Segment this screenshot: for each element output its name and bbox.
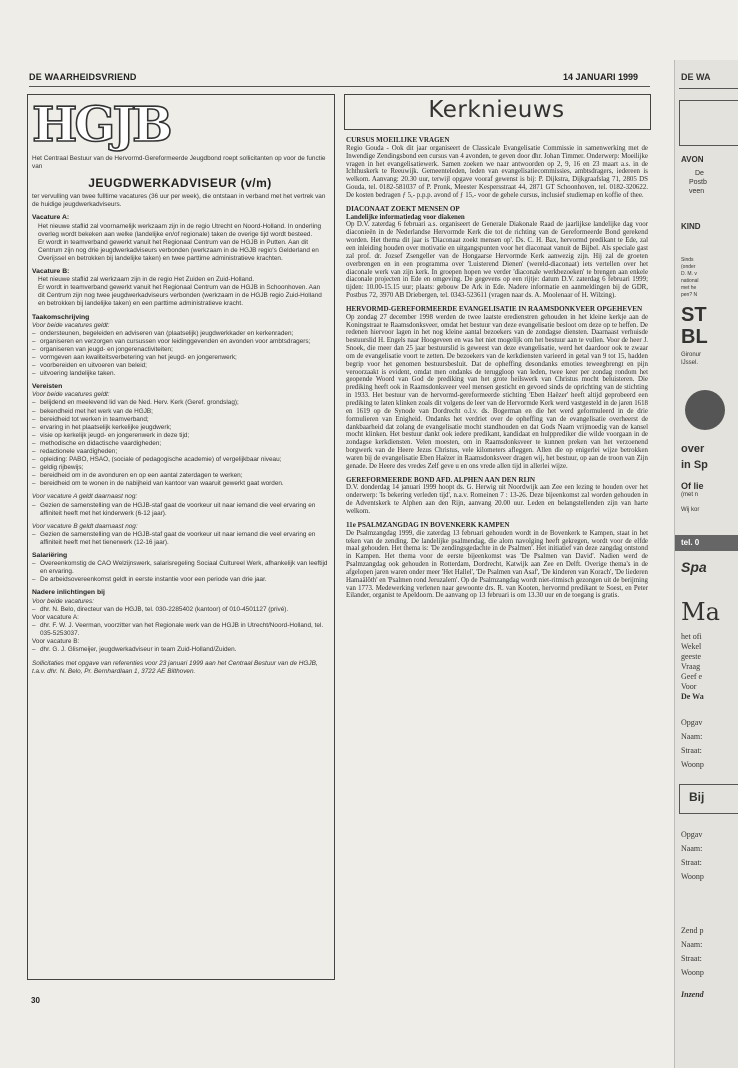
taak-intro: Voor beide vacatures geldt: <box>32 321 110 329</box>
contact-belo: – dhr. N. Belo, directeur van de HGJB, tel. 030-2285402 (kantoor) of 010-4501127 (privé). <box>32 606 328 614</box>
article-heading: CURSUS MOEILIJKE VRAGEN <box>346 136 450 144</box>
edge-text: D. M. v <box>681 271 697 277</box>
edge-text: met he <box>681 285 697 291</box>
job-title: JEUGDWERKADVISEUR (v/m) <box>88 176 272 191</box>
ad-closing: Sollicitaties met opgave van referenties voor 23 januari 1999 aan het Centraal Bestuur van de HGJB, t.a.v. dhr. N. Belo, Pr. Bernhardlaan 1, 3722 AE Bilthoven. <box>32 660 318 676</box>
list-item: – visie op kerkelijk jeugd- en jongerenwerk in deze tijd; <box>32 432 328 440</box>
edge-text: Woonp <box>681 968 704 977</box>
list-item: – voorbereiden en uitvoeren van beleid; <box>32 362 328 370</box>
list-item: – ervaring in het plaatselijk kerkelijke jeugdwerk; <box>32 424 328 432</box>
edge-text: Vraag <box>681 662 701 671</box>
issue-date: 14 JANUARI 1999 <box>563 72 639 82</box>
edge-text: Of lie <box>681 481 704 491</box>
edge-text: pen? N <box>681 292 698 298</box>
vacature-b-heading: Vacature B: <box>32 268 70 276</box>
article-subheading: Landelijke informatiedag voor diakenen <box>346 213 465 221</box>
vacature-b-text-2: Er wordt in teamverband gewerkt vanuit het Regionaal Centrum van de HGJB in Schoonhoven. Aan dit Centrum zijn nog twee jeugdwerkadviseurs verbonden (werkzaam in de HGJB regio Zuid-Holland en betrokken bij landelijke taken) en een parttime administratieve kracht. <box>38 284 322 308</box>
edge-text: Zend p <box>681 926 704 935</box>
edge-text: Gironur <box>681 352 702 358</box>
edge-text: Naam: <box>681 732 703 741</box>
edge-text: Spa <box>681 559 707 575</box>
edge-text: Woonp <box>681 760 704 769</box>
edge-text: Naam: <box>681 940 703 949</box>
article-body: De Psalmzangdag 1999, die zaterdag 13 februari gehouden wordt in de Bovenkerk te Kampen, staat in het teken van de zending. De landelijke psalmendag, die alom navolging heeft gekregen, wordt voor de elfde maal gehouden. Het thema is: 'De zendingsgedachte in de Psalmen'. Het initiatief van deze zangdag ontstond in Kampen. Het thema voor de eerste bijeenkomst was 'De Psalmen van David'. Nadien werd de Psalmzangdag ook gehouden in Rotterdam, Dordrecht, Katwijk aan Zee en Delft. Overige thema's in de afgelopen jaren waren onder meer 'Het Hallel', 'De Psalmen van Asaf', 'De kinderen van Korach', 'De liederen Hamaälôth' en 'Psalmen rond Jeruzalem'. Op de Psalmzangdag wordt niet-ritmisch gezongen uit de berijming van 1773. Medewerking verlenen naar gewoonte drs. R. van Kooten, hervormd predikant te Soest, en Peter Eilander, organist te Apeldoorn. De aanvang op 13 februari is om 13.30 uur en de toegang is gratis. <box>346 529 648 600</box>
edge-text: Straat: <box>681 954 702 963</box>
edge-text: AVON <box>681 155 704 164</box>
taak-heading: Taakomschrijving <box>32 313 90 321</box>
list-item: – opleiding: PABO, HSAO, (sociale of pedagogische academie) of vergelijkbaar niveau; <box>32 456 328 464</box>
next-page-edge <box>674 60 738 1068</box>
edge-emblem <box>685 390 725 430</box>
list-item: – methodische en didactische vaardigheden; <box>32 440 328 448</box>
vacature-a-heading: Vacature A: <box>32 214 70 222</box>
edge-text: Bij <box>689 790 705 804</box>
ad-lead: ter vervulling van twee fulltime vacatures (36 uur per week), die ontstaan in verband met het vertrek van de huidige jeugdwerkadviseurs. <box>32 193 326 209</box>
edge-text: De <box>695 170 704 177</box>
list-item: – organiseren van jeugd- en jongerenactiviteiten; <box>32 346 328 354</box>
edge-text: over <box>681 443 705 455</box>
edge-text: veen <box>689 188 705 195</box>
edge-logo-box <box>679 100 738 146</box>
edge-text: Opgav <box>681 718 703 727</box>
edge-text: Inzend <box>681 990 704 999</box>
edge-text: in Sp <box>681 459 708 471</box>
info-heading: Nadere inlichtingen bij <box>32 589 105 597</box>
edge-text: De Wa <box>681 692 704 701</box>
hgjb-logo: HGJB <box>32 97 170 153</box>
edge-text: Opgav <box>681 830 703 839</box>
edge-text: geeste <box>681 652 701 661</box>
info-vacature-b: Voor vacature B: <box>32 637 80 645</box>
list-item: – bereidheid tot werken in teamverband; <box>32 416 328 424</box>
list-item: – uitvoering landelijke taken. <box>32 370 328 378</box>
church-news-articles <box>346 134 648 600</box>
edge-text: tel. 0 <box>681 538 700 547</box>
list-item: – Overeenkomstig de CAO Welzijnswerk, salarisregeling Sociaal Cultureel Werk, afhankelijk van leeftijd en ervaring. <box>32 560 328 576</box>
edge-text: (met n <box>681 492 699 498</box>
edge-text: Postb <box>689 179 707 186</box>
extra-b-item: – Gezien de samenstelling van de HGJB-staf gaat de voorkeur uit naar iemand die veel ervaring en affiniteit heeft met het tienerwerk (12-16 jaar). <box>32 531 328 547</box>
extra-a-heading: Voor vacature A geldt daarnaast nog: <box>32 493 138 501</box>
edge-text: Straat: <box>681 858 702 867</box>
edge-text: Naam: <box>681 844 703 853</box>
vereisten-intro: Voor beide vacatures geldt: <box>32 391 110 399</box>
info-vacature-a: Voor vacature A: <box>32 613 79 621</box>
edge-rule <box>679 88 738 89</box>
edge-text: national <box>681 278 699 284</box>
vacature-a-text-1: Het nieuwe staflid zal voornamelijk werkzaam zijn in de regio Utrecht en Noord-Holland. In onderling overleg wordt bekeken aan welke (landelijke en/of regionale) taken de overige tijd wordt besteed. <box>38 222 322 238</box>
list-item: – vormgeven aan kwaliteitsverbetering van het jeugd- en jongerenwerk; <box>32 354 328 362</box>
info-intro: Voor beide vacatures: <box>32 597 94 605</box>
vacature-a-text-2: Er wordt in teamverband gewerkt vanuit het Regionaal Centrum van de HGJB in Putten. Aan dit Centrum zijn nog drie jeugdwerkadviseurs verbonden (werkzaam in de HGJB regio's Gelderland en Overijssel en betrokken bij landelijke taken) en twee parttime administratieve krachten. <box>38 238 319 262</box>
article-body: Op zondag 27 december 1998 werden de twee laatste eredienstren gehouden in het kleine kerkje aan de Koningstraat te Raamsdonksveer, omdat het bestuur van deze evangelisatie besloot om deze op te heffen. De redenen hiervoor lagen in het nog kleine aantal bezoekers van de zondagse diensten. Daarnaast verhuisde bestuurslid H. Engels naar Hoogeveen en was het niet mogelijk om het bestuur aan te vullen. Voor de heer J. Snoek, die meer dan 25 jaar bestuurslid is geweest van deze evangelisatie, werd het daardoor ook te zwaar om de evangelisatie voort te zetten. De bezoekers van de kerkdiensten varieerd in getal van 9 tot 15, hadden begrip voor het genomen bestuursbesluit. Dat de opheffing desondanks emoties teweegbrengt en pijn veroorzaakt is evident, omdat men ondanks de teruggloop van leden, twee keer per zondag rondom het geopende Woord van God de prediking van het grote heilswerk van Christus mocht beluisteren. Die prediking heeft ook in Raamsdonksveer veel mensen gesticht en gevoed sinds de oprichting van de stichting in 1933. Het bestuur van de hervormd-gereformeerde stichting 'Eben Haëzer' heeft altijd geprobeerd een prediking te laten klinken zoals dit volgens de leer van de Hervormde Kerk werd vastgesteld in de jaren 1618 en 1619 op de Synode van Dordrecht o.l.v. ds. Bogerman en die het werd geformuleerd in de drie formulieren van Enigheid. Ondanks het verdriet over de opheffing van de evangelisatie overheerst de dankbaarheid dat zolang de evangelisatie mocht standhouden en dat Gods Naam vrijmoedig van de kansel mocht klinken. Het bestuur dankt ook iedere predikant, kandidaat en hulpprediker die wilde voorgaan in de zondagse kerkdiensten. Velen moesten, om in Raamsdonksveer te kunnen preken van het verzoenend borgwerk van de Heere Jezus Christus, vele kilometers afleggen. Allen die op enigerlei wijze betrokken waren bij de evangelisatie Eben Haëzer in Raamsdonksveer dragen wij, het bestuur, op aan de troon van Zijn genade. De Heere des vredes Zelf geve u en ons vrede allen tijd in allerlei wijze. <box>346 313 648 470</box>
edge-text: Ma <box>681 598 720 626</box>
list-item: – bereidheid om te wonen in de nabijheid van kantoor van waaruit gewerkt gaat worden. <box>32 480 328 488</box>
list-item: – belijdend en meelevend lid van de Ned. Herv. Kerk (Geref. grondslag); <box>32 399 328 407</box>
article-heading: 11e PSALMZANGDAG IN BOVENKERK KAMPEN <box>346 520 510 529</box>
list-item: – organiseren en verzorgen van cursussen voor leidinggevenden en avonden voor ambtsdragers; <box>32 338 328 346</box>
page-number: 30 <box>31 996 40 1005</box>
list-item: – bekendheid met het werk van de HGJB; <box>32 408 328 416</box>
edge-text: Wij kor <box>681 507 700 513</box>
edge-header: DE WA <box>681 72 711 82</box>
list-item: – redactionele vaardigheden; <box>32 448 328 456</box>
extra-b-heading: Voor vacature B geldt daarnaast nog: <box>32 522 138 530</box>
edge-text: IJssel. <box>681 360 699 366</box>
vereisten-heading: Vereisten <box>32 383 63 391</box>
article-heading: GEREFORMEERDE BOND AFD. ALPHEN AAN DEN RIJN <box>346 475 535 484</box>
extra-a-item: – Gezien de samenstelling van de HGJB-staf gaat de voorkeur uit naar iemand die veel ervaring en affiniteit heeft met het kinderwerk (6-12 jaar). <box>32 502 328 518</box>
list-item: – ondersteunen, begeleiden en adviseren van (plaatselijk) jeugdwerkkader en kerkenraden; <box>32 330 328 338</box>
article-body: D.V. donderdag 14 januari 1999 hoopt ds. G. Herwig uit Noordwijk aan Zee een lezing te houden over het onderwerp: 'Is bekering verleden tijd', n.a.v. Romeinen 7 : 13-26. Deze bijeenkomst zal worden gehouden in de Adventskerk te Alphen aan den Rijn, aanvang 20.00 uur. Leden en belangstellenden zijn van harte welkom. <box>346 484 648 515</box>
ad-intro: Het Centraal Bestuur van de Hervormd-Gereformeerde Jeugdbond roept sollicitanten op voor de functie van <box>32 155 326 171</box>
edge-text: KIND <box>681 222 701 231</box>
edge-text: Geef e <box>681 672 703 681</box>
header-rule <box>29 86 650 87</box>
list-item: – geldig rijbewijs; <box>32 464 328 472</box>
publication-name: DE WAARHEIDSVRIEND <box>29 72 137 82</box>
edge-text: BL <box>681 326 708 348</box>
contact-glismeijer: – dhr. G. J. Glismeijer, jeugdwerkadviseur in team Zuid-Holland/Zuiden. <box>32 646 328 654</box>
edge-text: Wekel <box>681 642 702 651</box>
edge-text: Sinds <box>681 257 694 263</box>
article-body: Regio Gouda - Ook dit jaar organiseert de Classicale Evangelisatie Commissie in samenwerking met de Inwendige Zendingsbond een cursus van 4 avonden, te geven door dhr. Johan Timmer. Onderwerp: Moeilijke vragen in het evangelisatiewerk. Samen zoeken we naar antwoorden op 2, 9, 16 en 23 maart a.s. in de Ichthuskerk te Reeuwijk. Gemeenteleden, leden van evangelisatiecommissies, ambtsdragers, iedereen is welkom. Aanvang: 20.30 uur, terwijl opgave vooraf gewenst is bij: P. Dijkstra, Dijkgraafslag 71, 2805 DS Gouda, tel. 0182-581037 of P. Pronk, Meester Kespersstraat 44, 2871 GT Schoonhoven, tel. 0182-320622. De kosten bedragen ƒ 5,- p.p.p. avond of ƒ 15,- voor de gehele cursus, inclusief studiemap en koffie of thee. <box>346 144 648 199</box>
edge-box <box>679 784 738 814</box>
edge-text: Woonp <box>681 872 704 881</box>
taak-list <box>32 330 328 379</box>
hgjb-vacancy-ad <box>27 94 335 980</box>
edge-text: Straat: <box>681 746 702 755</box>
edge-text: (onder <box>681 264 696 270</box>
article-heading: DIACONAAT ZOEKT MENSEN OP <box>346 204 460 213</box>
list-item: – De arbeidsovereenkomst geldt in eerste instantie voor een periode van drie jaar. <box>32 576 328 584</box>
list-item: – bereidheid om in de avonduren en op een aantal zaterdagen te werken; <box>32 472 328 480</box>
edge-text: het ofi <box>681 632 702 641</box>
edge-text: Voor <box>681 682 697 691</box>
article-heading: HERVORMD-GEREFORMEERDE EVANGELISATIE IN RAAMSDONKVEER OPGEHEVEN <box>346 304 643 313</box>
edge-text: ST <box>681 304 707 326</box>
salaris-heading: Salariëring <box>32 552 68 560</box>
vacature-b-text-1: Het nieuwe staflid zal werkzaam zijn in de regio Het Zuiden en Zuid-Holland. <box>38 276 254 284</box>
article-body: Op D.V. zaterdag 6 februari a.s. organiseert de Generale Diakonale Raad de jaarlijkse landelijke dag voor diaconieën in de Nederlandse Hervormde Kerk die tot de richting van de Gereformeerde Bond gerekend worden. Het thema dit jaar is 'Diaconaat zoekt mensen op'. Ds. C. H. Bax, hervormd predikant te Ede, zal een inleiding houden over motivatie en uitgangspunten voor het diaconaat vanuit de Bijbel. Als speciale gast zal prof. dr. Jozsef Zsengeller van de Hongaarse Hervormde Kerk aanwezig zijn. Hij zal de groeten overbrengen en in een programma over 'Luisterend Dienen' (wereld-diaconaat) iets vertellen over het diaconale werk van zijn kerk. In groepen hopen we verder 'diaconale werkbezoeken' te brengen aan enkele diaconale projecten in Ede en omgeving. De gegevens op een rijtje: datum D.V. zaterdag 6 februari 1999; tijden: 10.00-15.15 uur; plaats: gebouw De Ark in Ede. Nadere informatie en aanmeldingen bij de GDR, Postbus 72, 3970 AB Driebergen, tel. 0343-523611 (vragen naar ds. A. Moolenaar of H. Wilzing). <box>346 221 648 300</box>
section-title: Kerknieuws <box>428 97 565 123</box>
vereisten-list <box>32 399 328 488</box>
contact-veerman: – dhr. F. W. J. Veerman, voorzitter van het Regionale werk van de HGJB in Utrecht/Noord-Holland, tel. 035-5253037. <box>32 622 328 638</box>
